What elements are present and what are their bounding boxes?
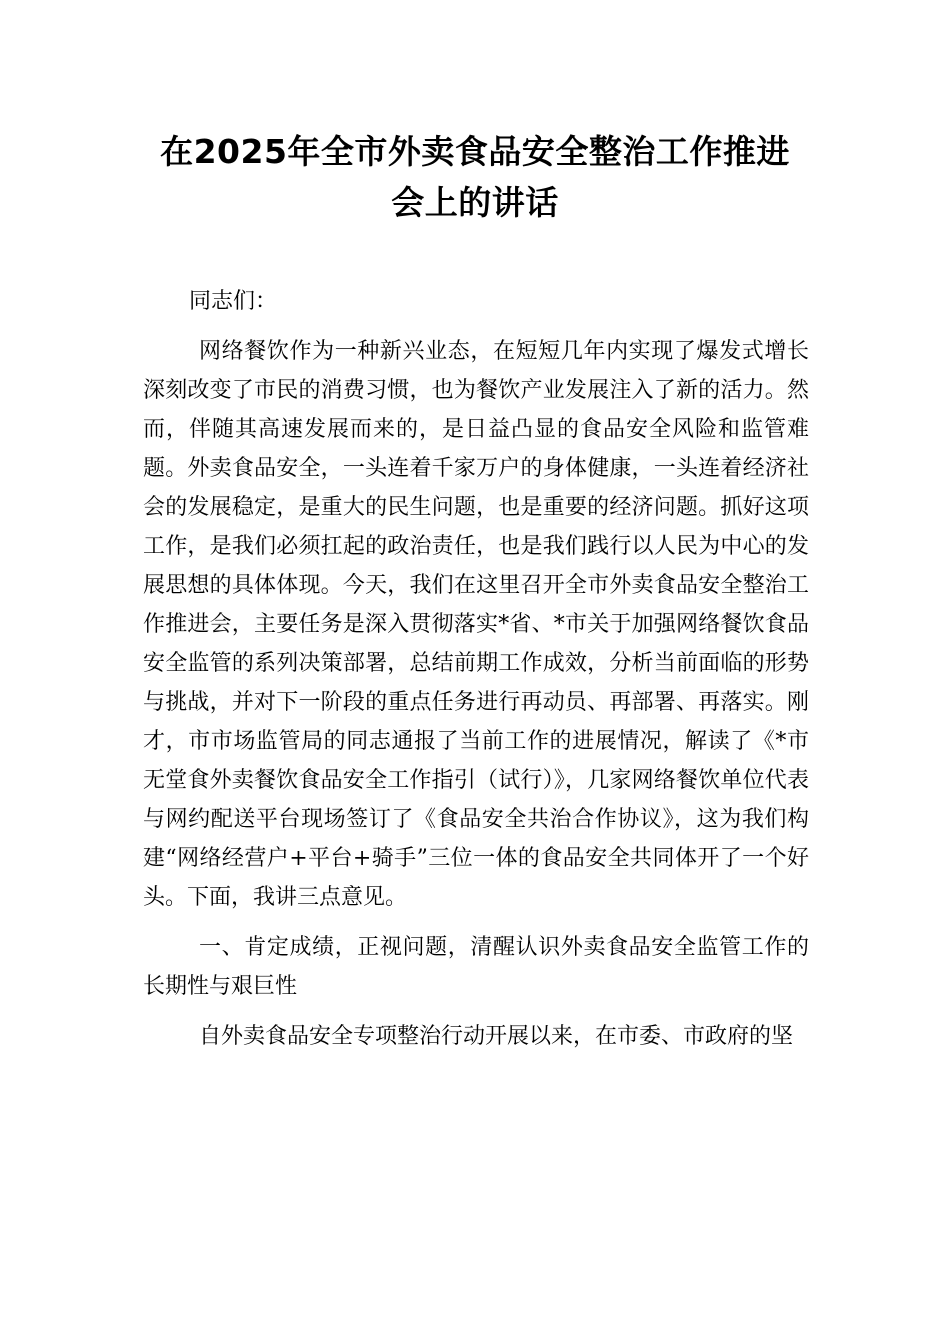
section-heading-1: 一、肯定成绩，正视问题，清醒认识外卖食品安全监管工作的长期性与艰巨性 [143,935,809,999]
title-line-1: 在2025年全市外卖食品安全整治工作推进 [160,132,790,171]
paragraph-section-1: 自外卖食品安全专项整治行动开展以来，在市委、市政府的坚 [199,1024,794,1049]
title-line-2: 会上的讲话 [391,183,559,222]
paragraph-intro: 网络餐饮作为一种新兴业态，在短短几年内实现了爆发式增长深刻改变了市民的消费习惯，也为餐饮产业发展注入了新的活力。然而，伴随其高速发展而来的，是日益凸显的食品安全风险和监管难题。外卖食品安全，一头连着千家万户的身体健康，一头连着经济社会的发展稳定，是重大的民生问题，也是重要的经济问题。抓好这项工作，是我们必须扛起的政治责任，也是我们践行以人民为中心的发展思想的具体体现。今天，我们在这里召开全市外卖食品安全整治工作推进会，主要任务是深入贯彻落实*省、*市关于加强网络餐饮食品安全监管的系列决策部署，总结前期工作成效，分析当前面临的形势与挑战，并对下一阶段的重点任务进行再动员、再部署、再落实。刚才，市市场监管局的同志通报了当前工作的进展情况，解读了《*市无堂食外卖餐饮食品安全工作指引（试行）》，几家网络餐饮单位代表与网约配送平台现场签订了《食品安全共治合作协议》，这为我们构建“网络经营户+平台+骑手”三位一体的食品安全共同体开了一个好头。下面，我讲三点意见。 [143,339,809,910]
document-body [143,282,809,1067]
salutation: 同志们： [189,289,278,314]
document-title [120,126,830,228]
